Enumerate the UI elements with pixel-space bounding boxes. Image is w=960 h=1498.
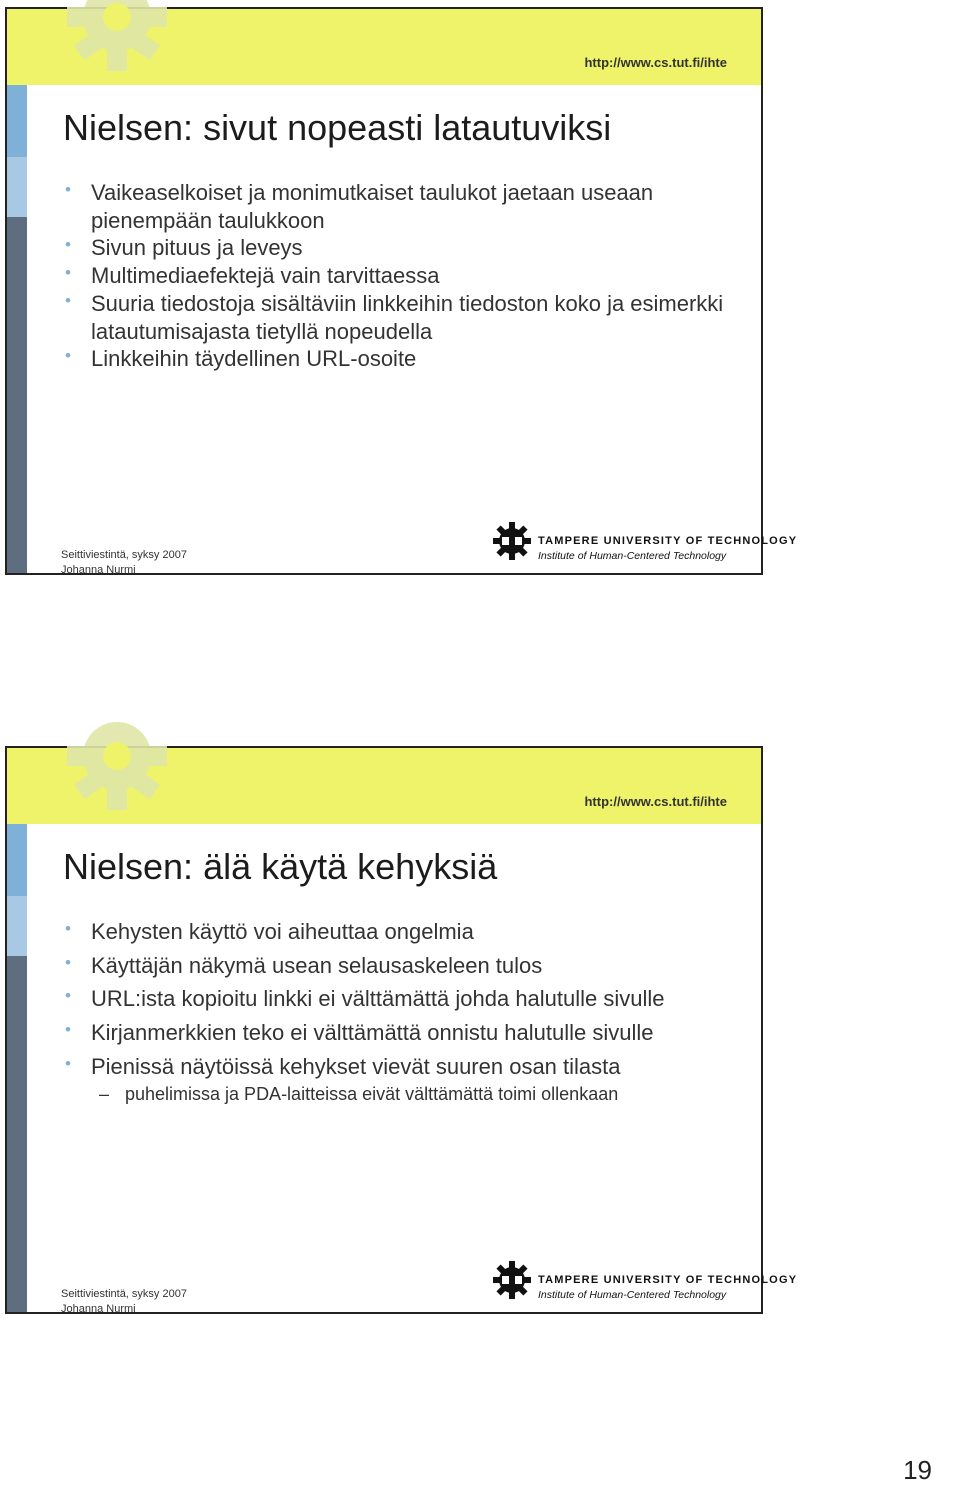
gear-watermark-icon — [47, 0, 187, 77]
slide-footer — [61, 1287, 187, 1317]
footer-course: Seittiviestintä, syksy 2007 — [61, 1288, 187, 1300]
gear-watermark-icon — [47, 736, 187, 816]
left-stripe — [7, 85, 27, 573]
bullet-item: • Sivun pituus ja leveys — [57, 234, 737, 262]
tut-gear-logo-icon — [492, 1260, 532, 1300]
slide-title: Nielsen: sivut nopeasti latautuviksi — [63, 107, 612, 148]
bullet-item: • Kirjanmerkkien teko ei välttämättä onnistu halutulle sivulle — [57, 1019, 691, 1047]
slide-url: http://www.cs.tut.fi/ihte — [584, 794, 727, 809]
bullet-item: • Vaikeaselkoiset ja monimutkaiset taulukot jaetaan useaan pienempään taulukkoon — [57, 179, 737, 234]
tut-logo-text — [538, 535, 797, 562]
bullet-item: • Multimediaefektejä vain tarvittaessa — [57, 262, 737, 290]
university-name: TAMPERE UNIVERSITY OF TECHNOLOGY — [538, 535, 798, 547]
bullet-item: • Käyttäjän näkymä usean selausaskeleen tulos — [57, 952, 737, 980]
sub-bullet-item: – puhelimissa ja PDA-laitteissa eivät välttämättä toimi ollenkaan — [57, 1083, 737, 1106]
slide-footer — [61, 548, 187, 578]
slide-title: Nielsen: älä käytä kehyksiä — [63, 846, 498, 887]
bullet-list — [57, 179, 737, 373]
footer-author: Johanna Nurmi — [61, 563, 136, 576]
slide-1 — [5, 7, 798, 576]
bullet-item: • Pienissä näytöissä kehykset vievät suuren osan tilasta — [57, 1053, 737, 1081]
slide-url: http://www.cs.tut.fi/ihte — [584, 55, 727, 70]
footer-author: Johanna Nurmi — [61, 1302, 136, 1315]
university-name: TAMPERE UNIVERSITY OF TECHNOLOGY — [538, 1274, 798, 1286]
bullet-item: • URL:ista kopioitu linkki ei välttämättä johda halutulle sivulle — [57, 985, 691, 1013]
left-stripe — [7, 824, 27, 1312]
tut-gear-logo-icon — [492, 521, 532, 561]
bullet-item: • Suuria tiedostoja sisältäviin linkkeihin tiedoston koko ja esimerkki latautumisajasta tietyllä nopeudella — [57, 290, 737, 345]
bullet-list — [57, 918, 737, 1105]
tut-logo-text — [538, 1274, 797, 1301]
footer-course: Seittiviestintä, syksy 2007 — [61, 549, 187, 561]
bullet-item: • Kehysten käyttö voi aiheuttaa ongelmia — [57, 918, 737, 946]
slide-2 — [5, 746, 798, 1315]
institute-name: Institute of Human-Centered Technology — [538, 1289, 727, 1301]
institute-name: Institute of Human-Centered Technology — [538, 550, 727, 562]
page-number: 19 — [903, 1455, 932, 1485]
bullet-item: • Linkkeihin täydellinen URL-osoite — [57, 345, 737, 373]
